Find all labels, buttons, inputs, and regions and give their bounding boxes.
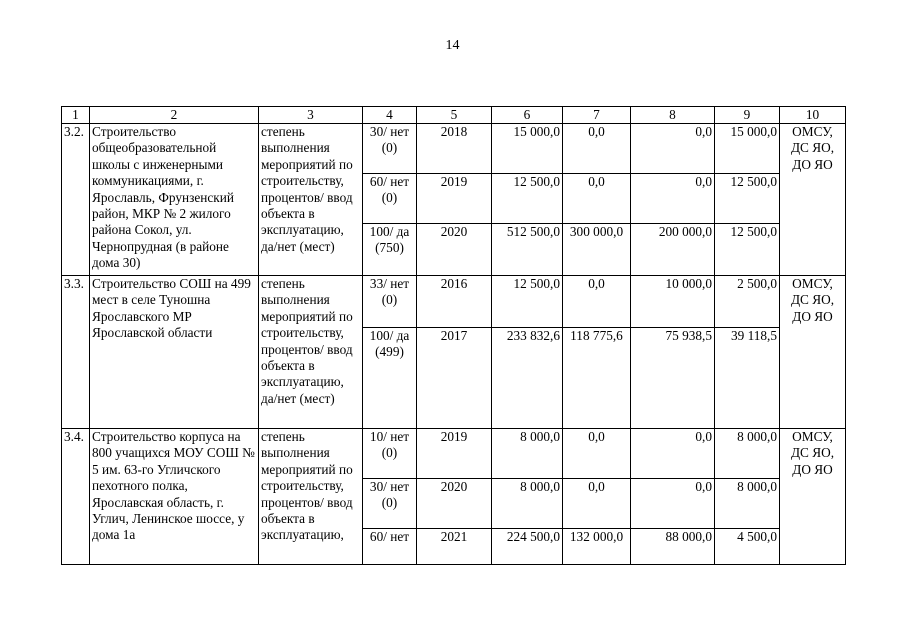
amount-cell: 75 938,5 [631,328,715,429]
year-cell: 2020 [417,479,492,529]
indicator-value: 100/ да (499) [363,328,417,429]
amount-cell: 512 500,0 [492,224,563,276]
column-header: 4 [363,107,417,124]
year-cell: 2019 [417,174,492,224]
indicator-value: 10/ нет (0) [363,429,417,479]
amount-cell: 15 000,0 [492,124,563,174]
amount-cell: 224 500,0 [492,529,563,565]
column-header: 3 [259,107,363,124]
amount-cell: 0,0 [563,174,631,224]
indicator-value: 33/ нет (0) [363,276,417,328]
column-header: 8 [631,107,715,124]
year-cell: 2016 [417,276,492,328]
indicator-value: 30/ нет (0) [363,479,417,529]
amount-cell: 88 000,0 [631,529,715,565]
amount-cell: 12 500,0 [492,276,563,328]
amount-cell: 15 000,0 [715,124,780,174]
amount-cell: 2 500,0 [715,276,780,328]
amount-cell: 0,0 [563,124,631,174]
amount-cell: 118 775,6 [563,328,631,429]
item-indicator: степень выполнения мероприятий по строительству, процентов/ ввод объекта в эксплуатацию, да/нет (мест) [259,124,363,276]
amount-cell: 12 500,0 [492,174,563,224]
amount-cell: 4 500,0 [715,529,780,565]
year-cell: 2020 [417,224,492,276]
amount-cell: 8 000,0 [492,429,563,479]
amount-cell: 0,0 [563,479,631,529]
item-indicator: степень выполнения мероприятий по строительству, процентов/ ввод объекта в эксплуатацию, [259,429,363,565]
amount-cell: 0,0 [631,174,715,224]
item-number: 3.2. [62,124,90,276]
column-header: 9 [715,107,780,124]
year-cell: 2019 [417,429,492,479]
amount-cell: 8 000,0 [715,479,780,529]
program-table [61,106,846,565]
column-header: 2 [90,107,259,124]
amount-cell: 12 500,0 [715,174,780,224]
amount-cell: 0,0 [631,429,715,479]
table-row [62,429,846,479]
amount-cell: 200 000,0 [631,224,715,276]
column-header: 7 [563,107,631,124]
amount-cell: 39 118,5 [715,328,780,429]
year-cell: 2021 [417,529,492,565]
amount-cell: 0,0 [563,429,631,479]
item-number: 3.4. [62,429,90,565]
indicator-value: 60/ нет (0) [363,174,417,224]
column-header: 1 [62,107,90,124]
year-cell: 2018 [417,124,492,174]
item-name: Строительство общеобразовательной школы с инженерными коммуникациями, г. Ярославль, Фрунзенский район, МКР № 2 жилого района Сокол, ул. Чернопрудная (в районе дома 30) [90,124,259,276]
amount-cell: 132 000,0 [563,529,631,565]
page-number: 14 [445,38,460,53]
responsible-cell: ОМСУ, ДС ЯО, ДО ЯО [780,276,846,429]
amount-cell: 0,0 [631,479,715,529]
item-indicator: степень выполнения мероприятий по строительству, процентов/ ввод объекта в эксплуатацию, да/нет (мест) [259,276,363,429]
amount-cell: 8 000,0 [715,429,780,479]
amount-cell: 8 000,0 [492,479,563,529]
item-name: Строительство СОШ на 499 мест в селе Туношна Ярославского МР Ярославской области [90,276,259,429]
table-row [62,276,846,328]
table-row [62,124,846,174]
responsible-cell: ОМСУ, ДС ЯО, ДО ЯО [780,429,846,565]
amount-cell: 10 000,0 [631,276,715,328]
item-number: 3.3. [62,276,90,429]
item-name: Строительство корпуса на 800 учащихся МОУ СОШ № 5 им. 63-го Угличского пехотного полка, Ярославская область, г. Углич, Ленинское шоссе, у дома 1а [90,429,259,565]
amount-cell: 0,0 [563,276,631,328]
indicator-value: 60/ нет [363,529,417,565]
amount-cell: 233 832,6 [492,328,563,429]
amount-cell: 0,0 [631,124,715,174]
indicator-value: 100/ да (750) [363,224,417,276]
amount-cell: 300 000,0 [563,224,631,276]
header-row [62,107,846,124]
column-header: 10 [780,107,846,124]
indicator-value: 30/ нет (0) [363,124,417,174]
amount-cell: 12 500,0 [715,224,780,276]
column-header: 5 [417,107,492,124]
year-cell: 2017 [417,328,492,429]
column-header: 6 [492,107,563,124]
responsible-cell: ОМСУ, ДС ЯО, ДО ЯО [780,124,846,276]
